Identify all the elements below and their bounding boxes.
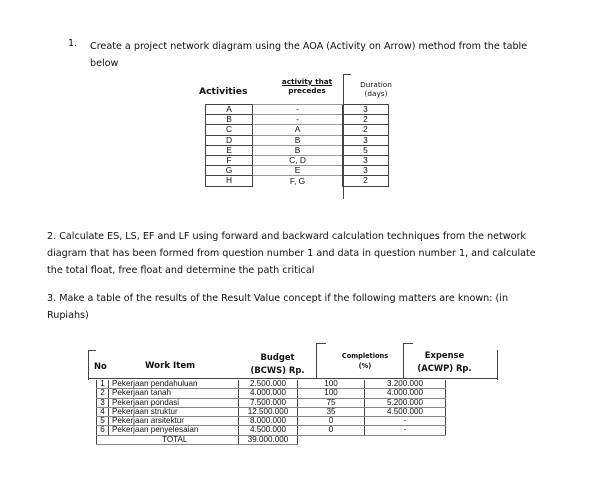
work-item-cell: Pekerjaan tanah — [109, 389, 239, 398]
activity-cell: A — [206, 105, 253, 115]
expense-cell: 3.200.000 — [365, 380, 446, 389]
expense-cell: 5.200.000 — [365, 398, 446, 407]
budget-cell: 7.500.000 — [239, 398, 298, 407]
activity-cell: C — [206, 125, 253, 135]
duration-cell: 2 — [343, 176, 389, 186]
duration-cell: 3 — [343, 166, 389, 176]
total-label: TOTAL — [109, 435, 239, 444]
work-item-cell: Pekerjaan pondasi — [109, 398, 239, 407]
activity-cell: H — [206, 176, 253, 186]
activity-row — [206, 135, 389, 145]
evm-completion-tick — [403, 343, 413, 344]
budget-cell: 2.500.000 — [239, 380, 298, 389]
activity-cell: B — [206, 115, 253, 125]
precedes-cell: F, G — [253, 176, 343, 186]
precedes-cell: B — [253, 135, 343, 145]
total-row — [97, 435, 446, 444]
budget-cell: 12.500.000 — [239, 407, 298, 416]
precedes-cell: A — [253, 125, 343, 135]
completions-header-line-2: (%) — [358, 362, 372, 370]
duration-cell: 3 — [343, 105, 389, 115]
completion-cell: 0 — [298, 426, 365, 435]
evm-right-border — [497, 350, 498, 380]
budget-header-line-1: Budget — [260, 352, 295, 362]
precedes-cell: E — [253, 166, 343, 176]
question-1-text — [90, 38, 590, 72]
evm-completion-divider — [403, 343, 404, 378]
row-number-cell: 5 — [97, 417, 109, 426]
row-number-cell: 1 — [97, 380, 109, 389]
work-item-row — [97, 426, 446, 435]
question-3-line-2: Rupiahs) — [47, 310, 89, 321]
evm-top-left-tick — [88, 350, 96, 351]
budget-cell: 4.000.000 — [239, 389, 298, 398]
work-item-header: Work Item — [145, 361, 196, 371]
activity-row — [206, 105, 389, 115]
activity-row — [206, 125, 389, 135]
activity-row — [206, 166, 389, 176]
precedes-cell: C, D — [253, 156, 343, 166]
expense-cell: 4.000.000 — [365, 389, 446, 398]
duration-cell: 2 — [343, 115, 389, 125]
precedes-cell: - — [253, 115, 343, 125]
question-3-line-1: 3. Make a table of the results of the Result Value concept if the following matters are known: (in — [47, 293, 509, 304]
expense-header — [412, 349, 477, 375]
precedes-cell: - — [253, 105, 343, 115]
activities-header: Activities — [199, 86, 248, 97]
work-item-row — [97, 389, 446, 398]
duration-cell: 3 — [343, 156, 389, 166]
budget-cell: 8.000.000 — [239, 417, 298, 426]
total-budget: 39.000.000 — [239, 435, 298, 444]
work-item-cell: Pekerjaan arsitektur — [109, 417, 239, 426]
precedes-header — [262, 77, 352, 95]
precedes-header-line-2: precedes — [288, 86, 326, 95]
question-1-line-1: Create a project network diagram using the AOA (Activity on Arrow) method from the table — [90, 41, 528, 52]
evm-budget-tick — [316, 343, 326, 344]
completion-cell: 100 — [298, 389, 365, 398]
evm-left-border — [88, 350, 89, 380]
aoa-activity-table — [205, 104, 389, 187]
precedes-cell: B — [253, 145, 343, 155]
activity-cell: E — [206, 145, 253, 155]
work-item-cell: Pekerjaan struktur — [109, 407, 239, 416]
expense-cell: 4.500.000 — [365, 407, 446, 416]
aoa-divider-tick — [343, 74, 351, 75]
duration-header-line-2: (days) — [364, 89, 388, 98]
question-2-text — [47, 228, 607, 279]
activity-row — [206, 176, 389, 186]
activity-row — [206, 145, 389, 155]
completion-cell: 0 — [298, 417, 365, 426]
precedes-header-line-1: activity that — [281, 77, 333, 86]
completion-cell: 75 — [298, 398, 365, 407]
evm-budget-divider — [316, 343, 317, 378]
expense-header-line-2: (ACWP) Rp. — [417, 363, 472, 373]
expense-header-line-1: Expense — [424, 350, 465, 360]
earned-value-table — [96, 380, 446, 445]
activity-row — [206, 156, 389, 166]
row-number-cell: 2 — [97, 389, 109, 398]
budget-header — [240, 351, 315, 377]
question-3-text — [47, 290, 607, 324]
expense-cell: - — [365, 426, 446, 435]
budget-header-line-2: (BCWS) Rp. — [250, 365, 305, 375]
row-number-cell: 3 — [97, 398, 109, 407]
row-number-cell: 6 — [97, 426, 109, 435]
duration-cell: 3 — [343, 135, 389, 145]
duration-header-line-1: Duration — [360, 80, 392, 89]
duration-cell: 5 — [343, 145, 389, 155]
duration-cell: 2 — [343, 125, 389, 135]
work-item-cell: Pekerjaan pendahuluan — [109, 380, 239, 389]
expense-cell: - — [365, 417, 446, 426]
question-2-line-2: diagram that has been formed from question number 1 and data in question number 1, and calculate — [47, 248, 536, 259]
activity-cell: F — [206, 156, 253, 166]
question-2-line-3: the total float, free float and determine the path critical — [47, 265, 315, 276]
row-number-cell: 4 — [97, 407, 109, 416]
completions-header — [330, 351, 400, 371]
question-1-number: 1. — [68, 38, 78, 49]
activity-row — [206, 115, 389, 125]
work-item-cell: Pekerjaan penyelesaian — [109, 426, 239, 435]
completion-cell: 35 — [298, 407, 365, 416]
budget-cell: 4.500.000 — [239, 426, 298, 435]
activity-cell: G — [206, 166, 253, 176]
completions-header-line-1: Completions — [341, 352, 389, 360]
question-2-line-1: 2. Calculate ES, LS, EF and LF using forward and backward calculation techniques from the network — [47, 231, 526, 242]
no-header: No — [94, 361, 107, 371]
completion-cell: 100 — [298, 380, 365, 389]
duration-header — [351, 80, 401, 98]
total-no-cell — [97, 435, 109, 444]
question-1-line-2: below — [90, 58, 119, 69]
work-item-row — [97, 398, 446, 407]
activity-cell: D — [206, 135, 253, 145]
